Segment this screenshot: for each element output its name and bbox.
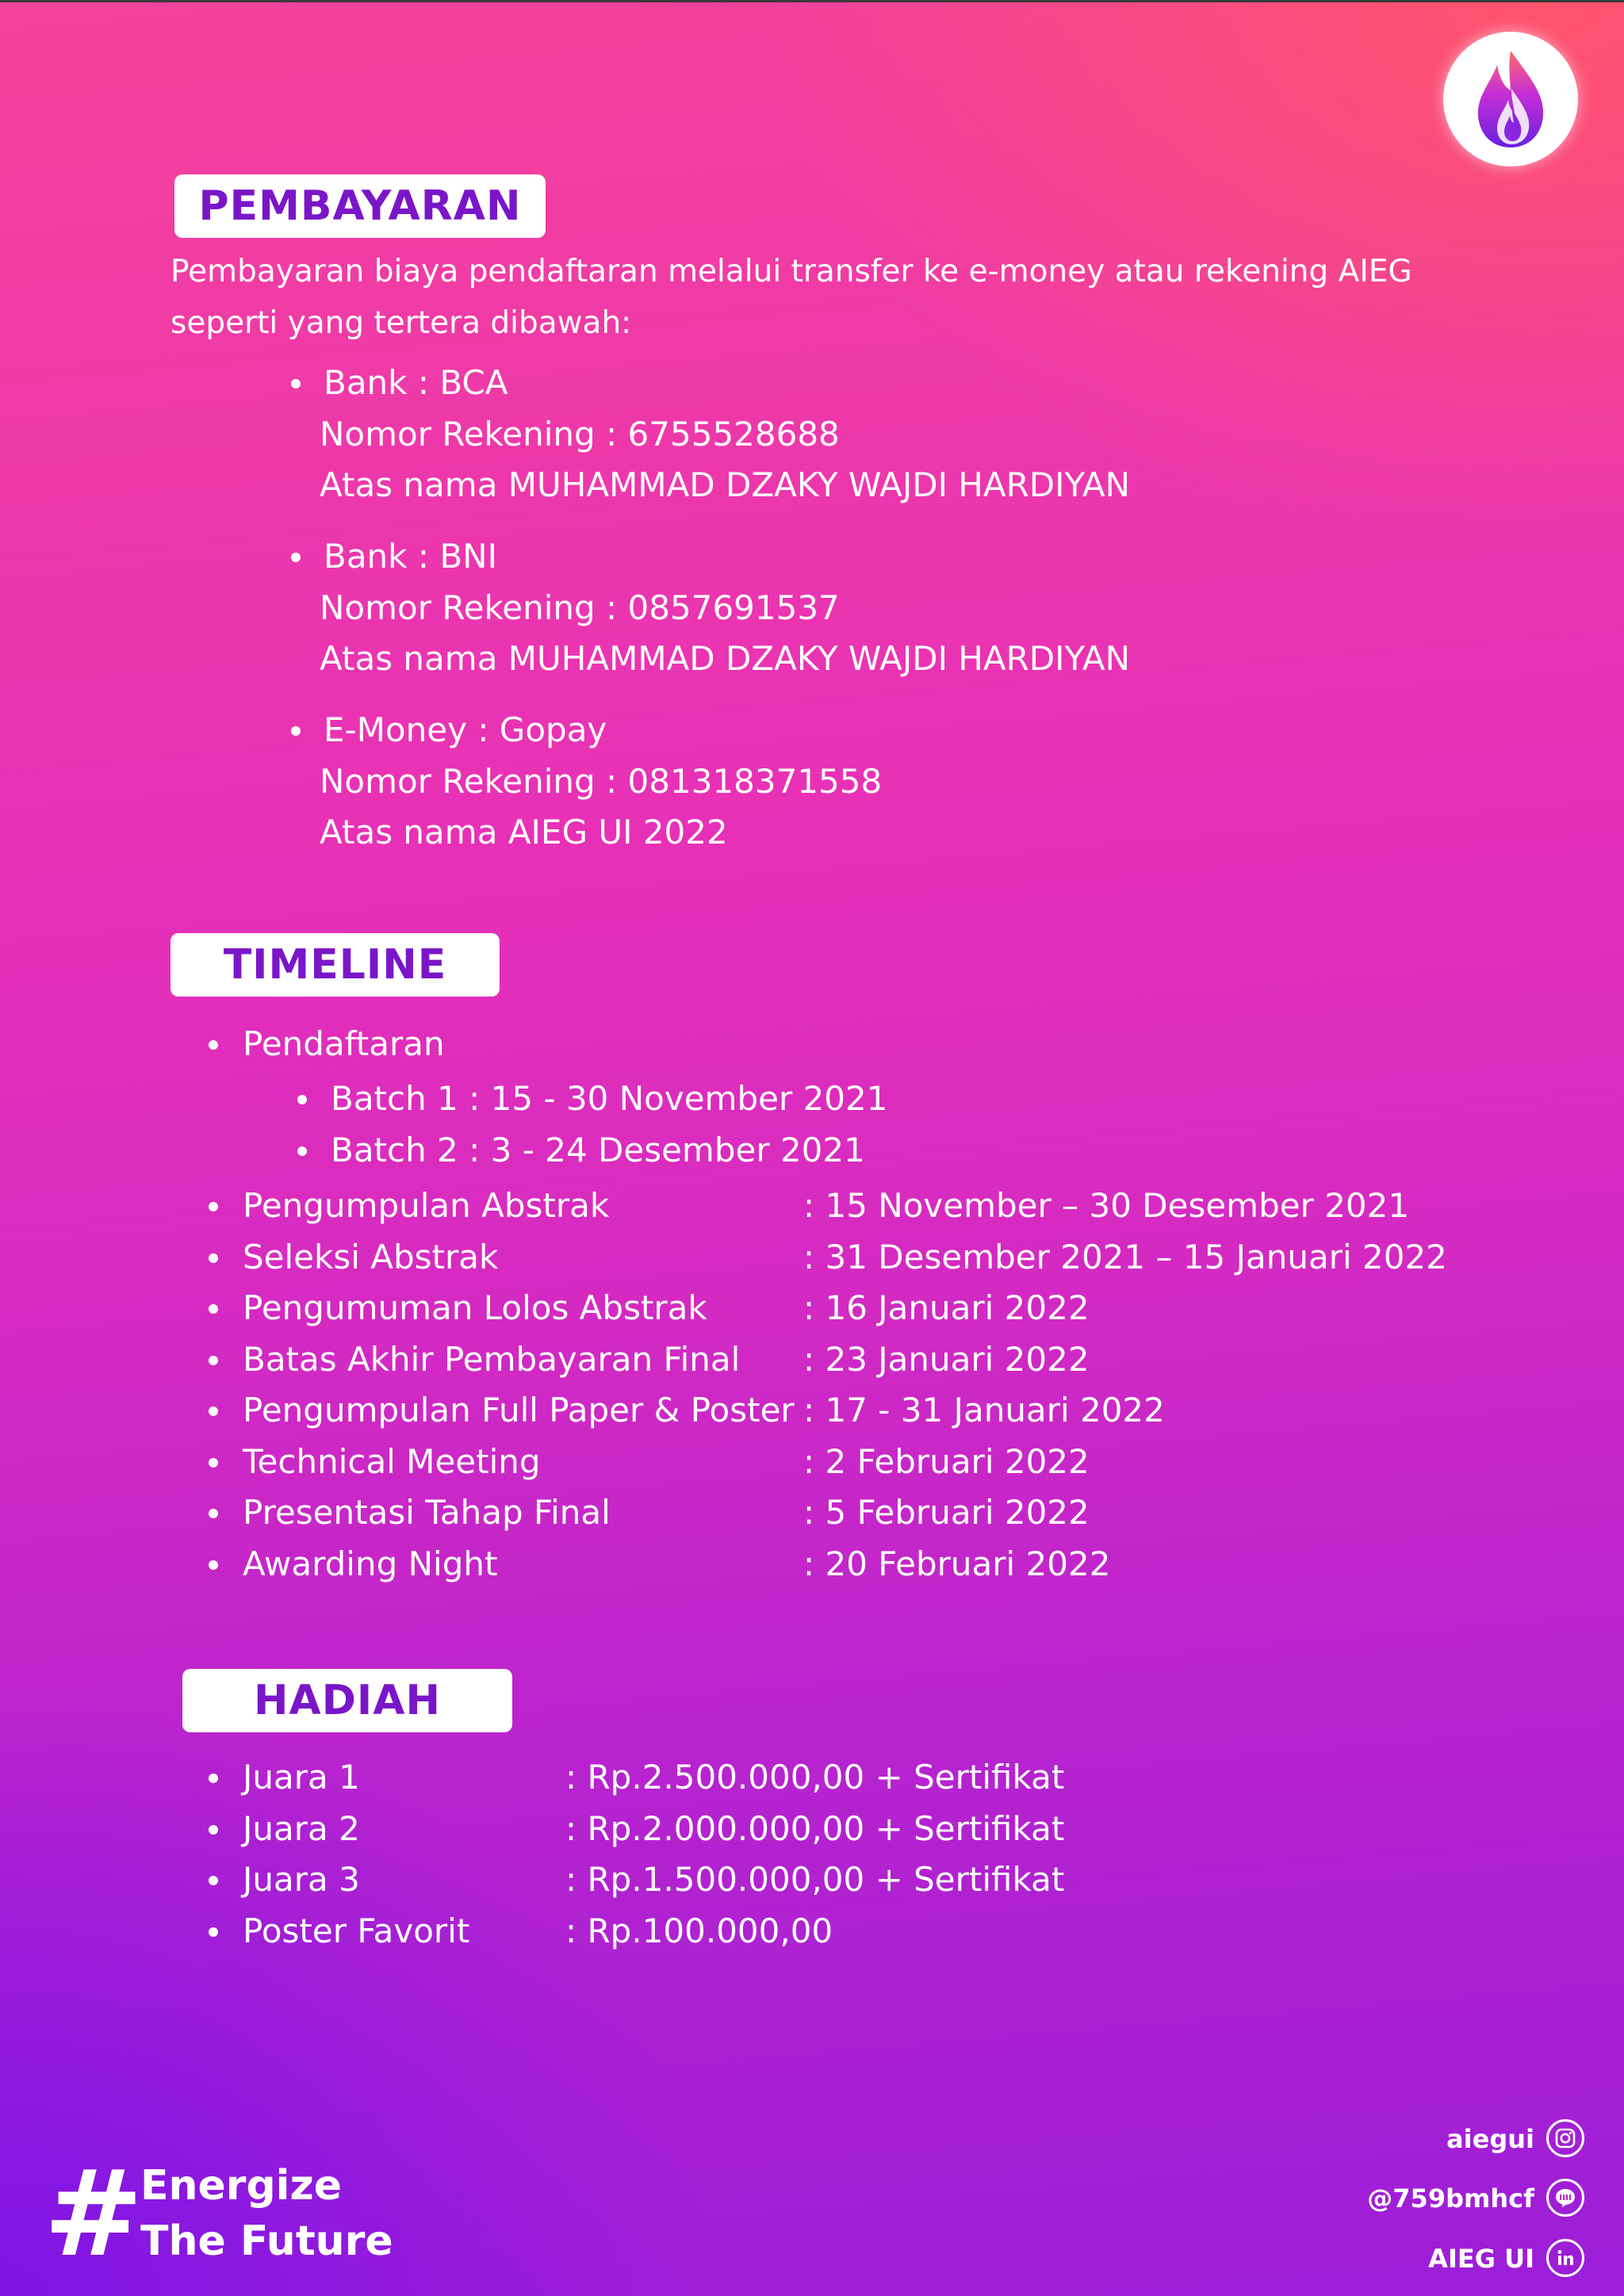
timeline-event-name: Technical Meeting xyxy=(243,1442,541,1481)
bullet-icon xyxy=(291,379,301,388)
bullet-icon xyxy=(209,1356,218,1365)
line-icon[interactable] xyxy=(1546,2179,1584,2217)
prize-name: Poster Favorit xyxy=(243,1911,470,1950)
bullet-icon xyxy=(209,1040,218,1050)
bullet-icon xyxy=(209,1560,218,1570)
aieg-logo xyxy=(1443,32,1578,166)
account-bank-line: E-Money : Gopay xyxy=(324,710,607,749)
intro-line-2: seperti yang tertera dibawah: xyxy=(170,305,632,341)
timeline-title: TIMELINE xyxy=(170,933,500,997)
slogan-line-2: The Future xyxy=(140,2218,393,2265)
timeline-event-name: Awarding Night xyxy=(243,1544,498,1583)
timeline-event-date: : 5 Februari 2022 xyxy=(803,1493,1090,1532)
pembayaran-intro xyxy=(170,246,1471,349)
prize-name: Juara 2 xyxy=(243,1809,360,1848)
bullet-icon xyxy=(209,1927,218,1937)
bullet-icon xyxy=(209,1774,218,1783)
timeline-event-date: : 20 Februari 2022 xyxy=(803,1544,1111,1583)
timeline-event-date: : 15 November – 30 Desember 2021 xyxy=(803,1186,1410,1225)
timeline-event-date: : 31 Desember 2021 – 15 Januari 2022 xyxy=(803,1238,1447,1276)
prize-name: Juara 3 xyxy=(243,1860,360,1899)
bullet-icon xyxy=(291,726,301,736)
account-bank-line: Bank : BNI xyxy=(324,537,497,576)
account-number-line: Nomor Rekening : 081318371558 xyxy=(320,762,883,801)
bullet-icon xyxy=(209,1304,218,1314)
line-glyph-icon xyxy=(1553,2187,1577,2209)
bullet-icon xyxy=(209,1876,218,1885)
top-border xyxy=(0,0,1624,2)
bullet-icon xyxy=(209,1202,218,1211)
account-bank-line: Bank : BCA xyxy=(324,363,508,402)
prize-value: : Rp.100.000,00 xyxy=(565,1911,833,1950)
prize-value: : Rp.1.500.000,00 + Sertifikat xyxy=(565,1860,1065,1899)
timeline-event-date: : 23 Januari 2022 xyxy=(803,1340,1090,1379)
hashtag-mark: # xyxy=(44,2145,144,2283)
bullet-icon xyxy=(291,553,301,562)
bullet-icon xyxy=(297,1095,307,1104)
account-holder-line: Atas nama MUHAMMAD DZAKY WAJDI HARDIYAN xyxy=(320,639,1131,678)
bullet-icon xyxy=(209,1406,218,1416)
instagram-handle[interactable]: aiegui xyxy=(1446,2124,1534,2154)
timeline-event-date: : 2 Februari 2022 xyxy=(803,1442,1090,1481)
intro-line-1: Pembayaran biaya pendaftaran melalui transfer ke e-money atau rekening AIEG xyxy=(170,254,1412,289)
slogan-line-1: Energize xyxy=(140,2162,343,2210)
timeline-event-name: Pengumpulan Abstrak xyxy=(243,1186,610,1225)
account-holder-line: Atas nama AIEG UI 2022 xyxy=(320,813,728,851)
batch-item: Batch 1 : 15 - 30 November 2021 xyxy=(331,1079,888,1118)
timeline-event-name: Presentasi Tahap Final xyxy=(243,1493,611,1532)
timeline-event-name: Batas Akhir Pembayaran Final xyxy=(243,1340,741,1379)
bullet-icon xyxy=(209,1458,218,1468)
timeline-event-date: : 17 - 31 Januari 2022 xyxy=(803,1391,1165,1429)
prize-value: : Rp.2.500.000,00 + Sertifikat xyxy=(565,1758,1065,1797)
timeline-event-name: Seleksi Abstrak xyxy=(243,1238,499,1276)
flame-icon xyxy=(1467,48,1554,151)
pembayaran-title: PEMBAYARAN xyxy=(174,174,546,238)
linkedin-icon[interactable] xyxy=(1546,2239,1584,2277)
line-handle[interactable]: @759bmhcf xyxy=(1367,2183,1534,2214)
prize-name: Juara 1 xyxy=(243,1758,360,1797)
batch-item: Batch 2 : 3 - 24 Desember 2021 xyxy=(331,1131,865,1169)
bullet-icon xyxy=(209,1253,218,1263)
account-holder-line: Atas nama MUHAMMAD DZAKY WAJDI HARDIYAN xyxy=(320,465,1131,504)
instagram-glyph-icon xyxy=(1554,2127,1576,2149)
bullet-icon xyxy=(297,1146,307,1156)
timeline-event-name: Pengumuman Lolos Abstrak xyxy=(243,1288,707,1327)
account-number-line: Nomor Rekening : 0857691537 xyxy=(320,588,840,627)
linkedin-handle[interactable]: AIEG UI xyxy=(1428,2244,1534,2274)
timeline-event-name: Pengumpulan Full Paper & Poster xyxy=(243,1391,795,1429)
bullet-icon xyxy=(209,1825,218,1835)
instagram-icon[interactable] xyxy=(1546,2119,1584,2157)
linkedin-glyph-icon xyxy=(1555,2248,1576,2268)
prize-value: : Rp.2.000.000,00 + Sertifikat xyxy=(565,1809,1065,1848)
hadiah-title: HADIAH xyxy=(182,1669,512,1732)
timeline-event-date: : 16 Januari 2022 xyxy=(803,1288,1090,1327)
bullet-icon xyxy=(209,1509,218,1518)
account-number-line: Nomor Rekening : 6755528688 xyxy=(320,415,840,453)
registration-label: Pendaftaran xyxy=(243,1024,445,1063)
